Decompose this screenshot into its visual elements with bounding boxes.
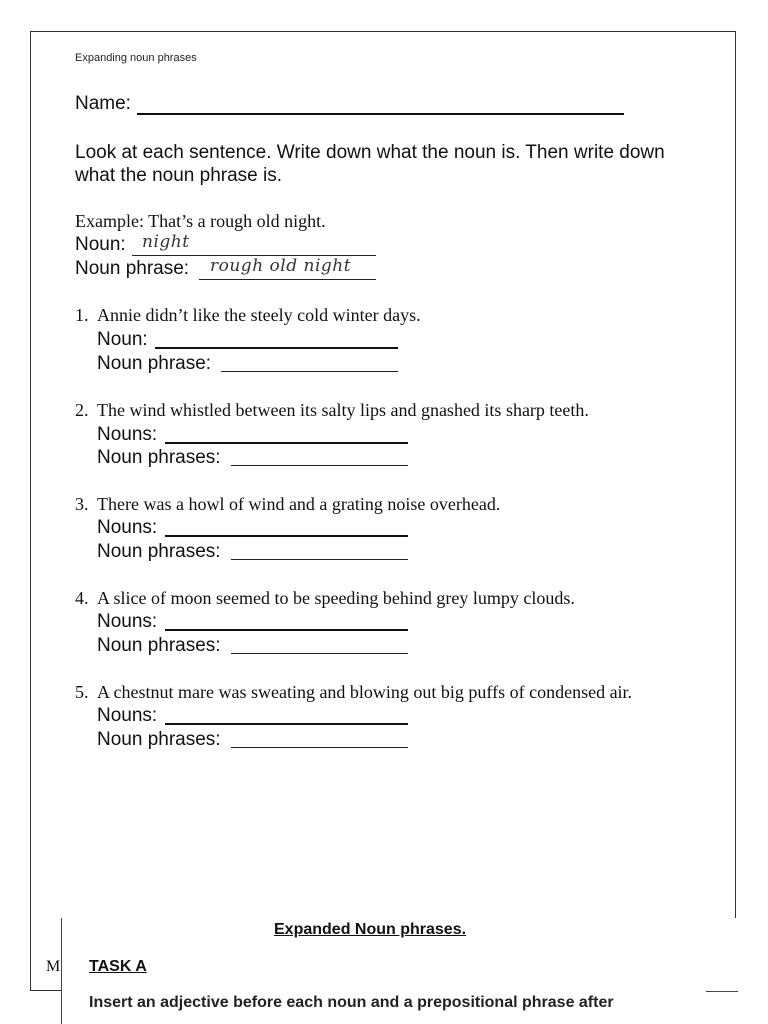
item-sentence: There was a howl of wind and a grating noise overhead. [97, 494, 501, 514]
item-noun-label: Nouns: [97, 611, 158, 632]
second-sheet-edge [706, 991, 738, 992]
item-number: 2. [75, 400, 89, 420]
item-phrase-line [231, 747, 408, 748]
instructions-line-1: Look at each sentence. Write down what the noun is. Then write down [75, 142, 665, 163]
example-noun-answer: night [142, 232, 190, 252]
name-label: Name: [75, 93, 131, 114]
item-number: 5. [75, 682, 89, 702]
example-phrase-answer: rough old night [210, 256, 352, 276]
item-phrase-label: Noun phrases: [97, 447, 221, 468]
item-phrase-label: Noun phrases: [97, 729, 221, 750]
example-noun-label: Noun: [75, 234, 126, 255]
item-noun-label: Nouns: [97, 517, 158, 538]
example-phrase-line [199, 279, 376, 280]
item-phrase-label: Noun phrases: [97, 635, 221, 656]
item-noun-label: Nouns: [97, 424, 158, 445]
example-sentence: Example: That’s a rough old night. [75, 211, 326, 231]
item-sentence: A chestnut mare was sweating and blowing out big puffs of condensed air. [97, 682, 633, 702]
item-noun-line [165, 629, 408, 631]
item-phrase-line [231, 653, 408, 654]
name-answer-line [137, 113, 624, 115]
item-noun-line [165, 535, 408, 537]
item-number: 4. [75, 588, 89, 608]
item-noun-line [155, 347, 398, 349]
item-phrase-label: Noun phrases: [97, 541, 221, 562]
item-phrase-label: Noun phrase: [97, 353, 212, 374]
item-phrase-line [221, 371, 398, 372]
item-phrase-line [231, 559, 408, 560]
example-phrase-label: Noun phrase: [75, 258, 190, 279]
worksheet-header: Expanding noun phrases [75, 52, 197, 64]
item-phrase-line [231, 465, 408, 466]
item-noun-label: Nouns: [97, 705, 158, 726]
item-number: 3. [75, 494, 89, 514]
item-noun-line [165, 442, 408, 444]
item-number: 1. [75, 305, 89, 325]
second-sheet-title: Expanded Noun phrases. [274, 921, 467, 938]
item-sentence: Annie didn’t like the steely cold winter days. [97, 305, 421, 325]
margin-letter: M [46, 958, 61, 975]
item-noun-line [165, 723, 408, 725]
item-sentence: The wind whistled between its salty lips and gnashed its sharp teeth. [97, 400, 589, 420]
item-sentence: A slice of moon seemed to be speeding behind grey lumpy clouds. [97, 588, 575, 608]
instructions-line-2: what the noun phrase is. [75, 165, 283, 186]
task-a-instruction: Insert an adjective before each noun and a prepositional phrase after [89, 994, 614, 1011]
task-a-label: TASK A [89, 958, 147, 975]
item-noun-label: Noun: [97, 329, 148, 350]
